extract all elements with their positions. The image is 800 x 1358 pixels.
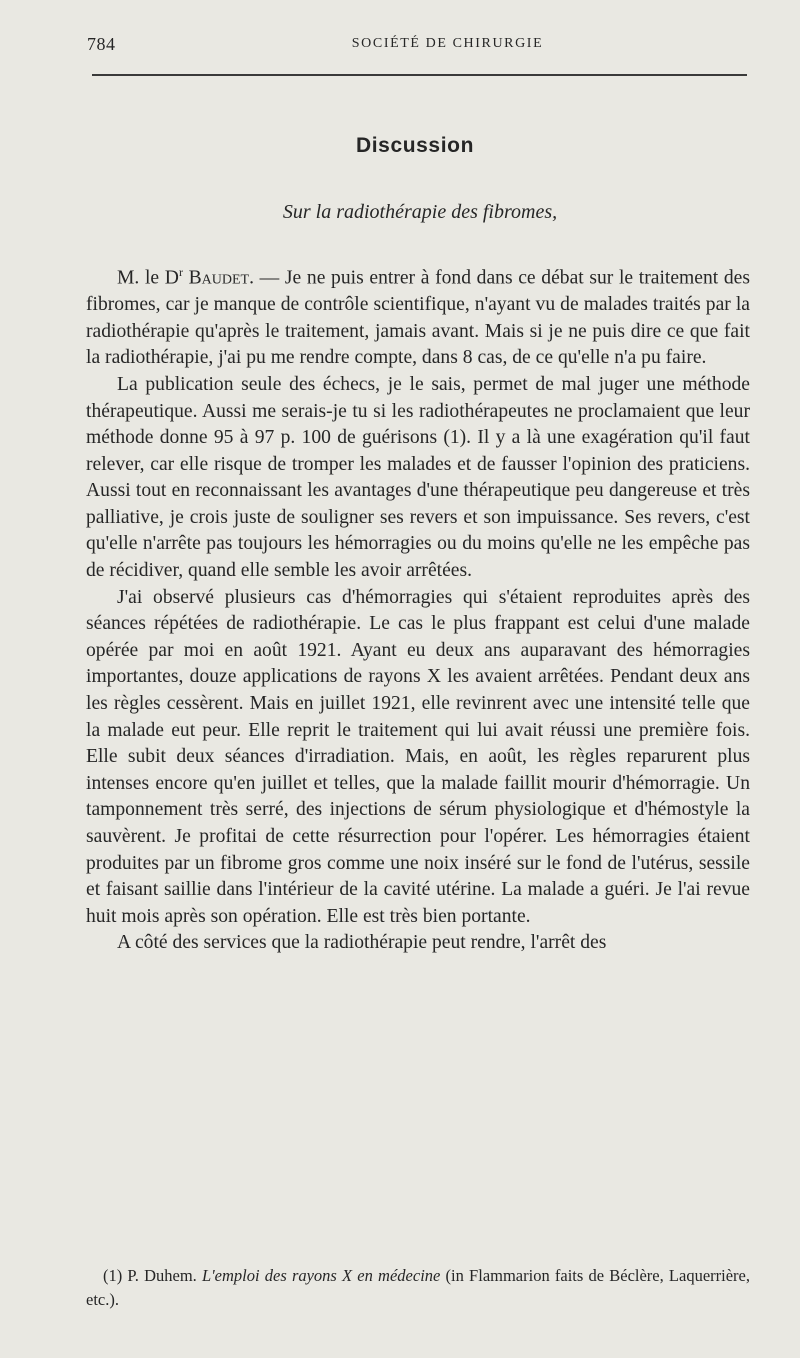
speaker-prefix: M. le D bbox=[117, 267, 179, 289]
paragraph-3: J'ai observé plusieurs cas d'hémorragies qui s'étaient reproduites après des séances répétées de radiothérapie. Le cas le plus frappant est celui d'une malade opérée par moi en août 1921. Ayant eu deux ans auparavant des hémorragies importantes, douze applications de rayons X les avaient arrêtées. Pendant deux ans les règles cessèrent. Mais en juillet 1921, elle revinrent avec une intensité telle que la malade eut peur. Elle reprit le traitement qui lui avait réussi une première fois. Elle subit deux séances d'irradiation. Mais, en août, les règles reparurent plus intenses encore qu'en juillet et telles, que la malade faillit mourir d'hémorragie. Un tamponnement très serré, des injections de sérum physiologique et d'hémostyle la sauvèrent. Je profitai de cette résurrection pour l'opérer. Les hémorragies étaient produites par un fibrome gros comme une noix inséré sur le fond de l'utérus, sessile et faisant saillie dans l'intérieur de la cavité utérine. La malade a guéri. Je l'ai revue huit mois après son opération. Elle est très bien portante. bbox=[86, 586, 750, 927]
footnote-title: L'emploi des rayons X en médecine bbox=[201, 1266, 441, 1285]
footnote-marker: (1) P. Duhem. bbox=[103, 1266, 197, 1285]
paragraph-2: La publication seule des échecs, je le sais, permet de mal juger une méthode thérapeutique. Aussi me serais-je tu si les radiothérapeutes ne proclamaient que leur méthode donne 95 à 97 p. 100 de guérisons (1). Il y a là une exagération qu'il faut relever, car elle risque de tromper les malades et de fausser l'opinion des praticiens. Aussi tout en reconnaissant les avantages d'une thérapeutique peu dangereuse et très palliative, je crois juste de souligner ses revers et son impuissance. Ses revers, c'est qu'elle n'arrête pas toujours les hémorragies ou du moins qu'elle ne les empêche pas de récidiver, quand elle semble les avoir arrêtées. bbox=[86, 373, 750, 582]
speaker-superscript: r bbox=[178, 265, 183, 279]
body-text bbox=[86, 259, 750, 957]
section-title: Discussion bbox=[355, 134, 475, 157]
footnote-rest: (in Flammarion faits de Béclère, Laquerrière, etc.). bbox=[86, 1266, 750, 1309]
running-header bbox=[87, 34, 748, 58]
paragraph-1 bbox=[86, 259, 750, 372]
page-number: 784 bbox=[87, 34, 116, 54]
discussion-subtitle: Sur la radiothérapie des fibromes, bbox=[282, 201, 558, 223]
paragraph-1-text: — Je ne puis entrer à fond dans ce débat sur le traitement des fibromes, car je manque de contrôle scientifique, n'ayant vu de malades traités par la radiothérapie qu'après le traitement, jamais avant. Mais si je ne puis dire ce que fait la radiothérapie, j'ai pu me rendre compte, dans 8 cas, de ce qu'elle n'a pu faire. bbox=[86, 267, 750, 369]
paragraph-4: A côté des services que la radiothérapie peut rendre, l'arrêt des bbox=[117, 932, 607, 954]
footnote bbox=[86, 1264, 750, 1312]
speaker-name: Baudet. bbox=[188, 267, 255, 289]
header-rule bbox=[92, 74, 747, 76]
journal-title: SOCIÉTÉ DE CHIRURGIE bbox=[351, 36, 544, 51]
